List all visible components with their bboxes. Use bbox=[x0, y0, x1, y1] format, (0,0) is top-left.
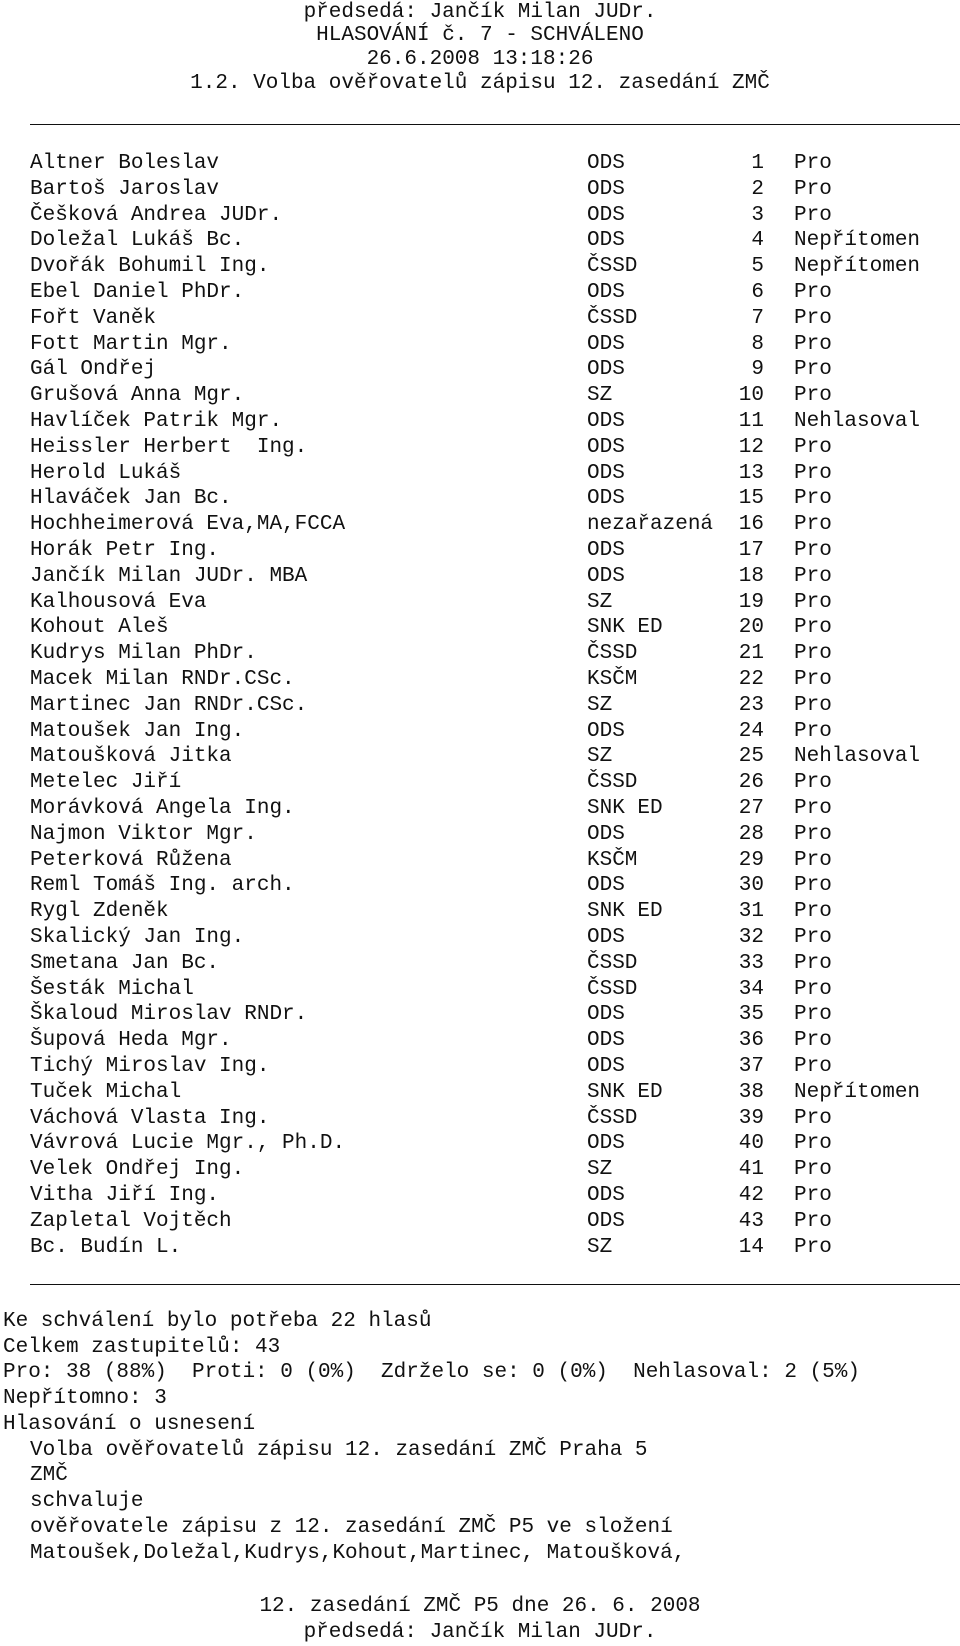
table-row bbox=[0, 383, 960, 409]
table-row bbox=[0, 977, 960, 1003]
table-row bbox=[0, 280, 960, 306]
table-row bbox=[0, 357, 960, 383]
vote-value: Pro bbox=[794, 177, 832, 201]
member-name: Škaloud Miroslav RNDr. bbox=[30, 1003, 308, 1027]
member-name: Češková Andrea JUDr. bbox=[30, 203, 283, 227]
member-number: 5 bbox=[751, 255, 764, 279]
member-number: 10 bbox=[738, 384, 764, 408]
member-name: Šesták Michal bbox=[30, 977, 194, 1001]
member-number: 26 bbox=[738, 771, 764, 795]
party-name: KSČM bbox=[587, 668, 638, 691]
vote-value: Pro bbox=[794, 668, 832, 691]
member-number: 2 bbox=[751, 177, 764, 201]
party-name: ODS bbox=[587, 461, 625, 485]
party-name: SZ bbox=[587, 590, 613, 614]
member-name: Tuček Michal bbox=[30, 1080, 182, 1104]
table-row bbox=[0, 1080, 960, 1106]
member-number: 24 bbox=[738, 719, 764, 743]
member-number: 19 bbox=[738, 590, 764, 614]
table-row bbox=[0, 899, 960, 925]
member-number: 1 bbox=[751, 152, 764, 175]
member-number: 4 bbox=[751, 229, 764, 253]
table-row bbox=[0, 744, 960, 770]
header-agenda-item: 1.2. Volba ověřovatelů zápisu 12. zasedání ZMČ bbox=[190, 72, 770, 95]
vote-value: Pro bbox=[794, 1029, 832, 1053]
table-row bbox=[0, 254, 960, 280]
vote-value: Pro bbox=[794, 332, 832, 356]
table-row bbox=[0, 590, 960, 616]
member-name: Altner Boleslav bbox=[30, 152, 220, 175]
member-number: 30 bbox=[738, 874, 764, 898]
table-row bbox=[0, 1235, 960, 1261]
member-name: Martinec Jan RNDr.CSc. bbox=[30, 693, 308, 717]
table-row bbox=[0, 951, 960, 977]
party-name: ČSSD bbox=[587, 642, 638, 666]
party-name: ODS bbox=[587, 1184, 625, 1207]
vote-value: Pro bbox=[794, 306, 832, 330]
member-number: 18 bbox=[738, 564, 764, 588]
member-number: 25 bbox=[738, 745, 764, 769]
party-name: ČSSD bbox=[587, 951, 638, 975]
party-name: ODS bbox=[587, 410, 625, 433]
table-row bbox=[0, 564, 960, 590]
vote-value: Pro bbox=[794, 900, 832, 924]
vote-value: Pro bbox=[794, 513, 832, 537]
member-number: 29 bbox=[738, 848, 764, 872]
party-name: ODS bbox=[587, 1209, 625, 1233]
table-row bbox=[0, 435, 960, 461]
member-number: 22 bbox=[738, 668, 764, 691]
table-row bbox=[0, 1131, 960, 1157]
footer-session: 12. zasedání ZMČ P5 dne 26. 6. 2008 bbox=[259, 1595, 701, 1618]
member-number: 42 bbox=[738, 1184, 764, 1207]
member-number: 11 bbox=[738, 410, 764, 433]
member-name: Tichý Miroslav Ing. bbox=[30, 1055, 270, 1078]
table-row bbox=[0, 177, 960, 203]
member-name: Grušová Anna Mgr. bbox=[30, 384, 245, 408]
party-name: ODS bbox=[587, 1055, 625, 1078]
vote-value: Pro bbox=[794, 461, 832, 485]
vote-value: Pro bbox=[794, 1235, 832, 1259]
member-number: 39 bbox=[738, 1106, 764, 1130]
table-row bbox=[0, 151, 960, 177]
member-name: Dvořák Bohumil Ing. bbox=[30, 255, 270, 279]
party-name: ODS bbox=[587, 332, 625, 356]
member-name: Vitha Jiří Ing. bbox=[30, 1184, 220, 1207]
bottom-divider bbox=[30, 1284, 960, 1285]
vote-value: Pro bbox=[794, 1055, 832, 1078]
party-name: ODS bbox=[587, 435, 625, 459]
member-number: 3 bbox=[751, 203, 764, 227]
member-name: Fořt Vaněk bbox=[30, 306, 157, 330]
required-votes: Ke schválení bylo potřeba 22 hlasů bbox=[3, 1310, 432, 1333]
table-row bbox=[0, 925, 960, 951]
member-number: 6 bbox=[751, 281, 764, 304]
vote-value: Nehlasoval bbox=[794, 410, 921, 433]
member-number: 36 bbox=[738, 1029, 764, 1053]
vote-value: Pro bbox=[794, 616, 832, 640]
member-name: Zapletal Vojtěch bbox=[30, 1209, 232, 1233]
header-chair: předsedá: Jančík Milan JUDr. bbox=[303, 1, 657, 24]
party-name: ODS bbox=[587, 1003, 625, 1027]
vote-value: Pro bbox=[794, 1003, 832, 1027]
party-name: ČSSD bbox=[587, 1106, 638, 1130]
member-name: Metelec Jiří bbox=[30, 771, 182, 795]
member-name: Horák Petr Ing. bbox=[30, 539, 220, 562]
member-name: Herold Lukáš bbox=[30, 461, 182, 485]
table-row bbox=[0, 306, 960, 332]
member-number: 35 bbox=[738, 1003, 764, 1027]
member-number: 34 bbox=[738, 977, 764, 1001]
party-name: ČSSD bbox=[587, 771, 638, 795]
vote-value: Pro bbox=[794, 926, 832, 949]
member-number: 43 bbox=[738, 1209, 764, 1233]
table-row bbox=[0, 1106, 960, 1132]
member-number: 17 bbox=[738, 539, 764, 562]
member-number: 37 bbox=[738, 1055, 764, 1078]
member-name: Fott Martin Mgr. bbox=[30, 332, 232, 356]
table-row bbox=[0, 461, 960, 487]
party-name: ODS bbox=[587, 926, 625, 949]
vote-value: Pro bbox=[794, 719, 832, 743]
table-row bbox=[0, 332, 960, 358]
member-name: Najmon Viktor Mgr. bbox=[30, 822, 257, 846]
member-name: Šupová Heda Mgr. bbox=[30, 1029, 232, 1053]
party-name: ODS bbox=[587, 203, 625, 227]
member-name: Matoušek Jan Ing. bbox=[30, 719, 245, 743]
member-name: Matoušková Jitka bbox=[30, 745, 232, 769]
table-row bbox=[0, 228, 960, 254]
party-name: ODS bbox=[587, 1029, 625, 1053]
vote-value: Pro bbox=[794, 642, 832, 666]
table-row bbox=[0, 615, 960, 641]
party-name: SNK ED bbox=[587, 616, 663, 640]
member-name: Havlíček Patrik Mgr. bbox=[30, 410, 283, 433]
party-name: SNK ED bbox=[587, 1080, 663, 1104]
member-name: Velek Ondřej Ing. bbox=[30, 1158, 245, 1182]
table-row bbox=[0, 796, 960, 822]
vote-value: Nepřítomen bbox=[794, 1080, 921, 1104]
resolution-line: Matoušek,Doležal,Kudrys,Kohout,Martinec, Matoušková, bbox=[30, 1542, 686, 1565]
member-number: 32 bbox=[738, 926, 764, 949]
vote-value: Pro bbox=[794, 1184, 832, 1207]
member-name: Hochheimerová Eva,MA,FCCA bbox=[30, 513, 346, 537]
vote-value: Pro bbox=[794, 1209, 832, 1233]
vote-value: Pro bbox=[794, 539, 832, 562]
vote-value: Pro bbox=[794, 1132, 832, 1156]
party-name: SNK ED bbox=[587, 797, 663, 820]
table-row bbox=[0, 1054, 960, 1080]
member-number: 23 bbox=[738, 693, 764, 717]
member-number: 38 bbox=[738, 1080, 764, 1104]
table-row bbox=[0, 203, 960, 229]
table-row bbox=[0, 641, 960, 667]
vote-value: Pro bbox=[794, 435, 832, 459]
resolution-line: ověřovatele zápisu z 12. zasedání ZMČ P5 ve složení bbox=[30, 1516, 673, 1539]
table-row bbox=[0, 1209, 960, 1235]
party-name: SNK ED bbox=[587, 900, 663, 924]
member-number: 41 bbox=[738, 1158, 764, 1182]
table-row bbox=[0, 848, 960, 874]
resolution-line: Volba ověřovatelů zápisu 12. zasedání ZMČ Praha 5 bbox=[30, 1439, 648, 1462]
vote-value: Pro bbox=[794, 848, 832, 872]
vote-value: Pro bbox=[794, 1106, 832, 1130]
member-number: 27 bbox=[738, 797, 764, 820]
member-name: Bartoš Jaroslav bbox=[30, 177, 220, 201]
vote-value: Pro bbox=[794, 203, 832, 227]
party-name: ODS bbox=[587, 177, 625, 201]
party-name: ODS bbox=[587, 487, 625, 511]
header-datetime: 26.6.2008 13:18:26 bbox=[366, 48, 594, 71]
party-name: ČSSD bbox=[587, 255, 638, 279]
party-name: ODS bbox=[587, 229, 625, 253]
member-name: Gál Ondřej bbox=[30, 358, 157, 382]
table-row bbox=[0, 1028, 960, 1054]
member-name: Ebel Daniel PhDr. bbox=[30, 281, 245, 304]
member-number: 33 bbox=[738, 951, 764, 975]
member-name: Jančík Milan JUDr. MBA bbox=[30, 564, 308, 588]
member-number: 40 bbox=[738, 1132, 764, 1156]
table-row bbox=[0, 409, 960, 435]
member-number: 15 bbox=[738, 487, 764, 511]
table-row bbox=[0, 1183, 960, 1209]
member-name: Bc. Budín L. bbox=[30, 1235, 182, 1259]
total-members: Celkem zastupitelů: 43 bbox=[3, 1336, 281, 1359]
member-name: Vávrová Lucie Mgr., Ph.D. bbox=[30, 1132, 346, 1156]
vote-value: Pro bbox=[794, 384, 832, 408]
table-row bbox=[0, 822, 960, 848]
resolution-heading: Hlasování o usnesení bbox=[3, 1413, 256, 1436]
party-name: ODS bbox=[587, 152, 625, 175]
member-number: 12 bbox=[738, 435, 764, 459]
party-name: ODS bbox=[587, 719, 625, 743]
party-name: ODS bbox=[587, 281, 625, 304]
party-name: SZ bbox=[587, 745, 613, 769]
party-name: ODS bbox=[587, 874, 625, 898]
party-name: ODS bbox=[587, 564, 625, 588]
member-name: Rygl Zdeněk bbox=[30, 900, 169, 924]
vote-value: Pro bbox=[794, 977, 832, 1001]
party-name: KSČM bbox=[587, 848, 638, 872]
member-name: Váchová Vlasta Ing. bbox=[30, 1106, 270, 1130]
member-name: Smetana Jan Bc. bbox=[30, 951, 220, 975]
member-number: 7 bbox=[751, 306, 764, 330]
vote-value: Nepřítomen bbox=[794, 229, 921, 253]
member-name: Kohout Aleš bbox=[30, 616, 169, 640]
member-name: Macek Milan RNDr.CSc. bbox=[30, 668, 295, 691]
member-number: 21 bbox=[738, 642, 764, 666]
member-name: Hlaváček Jan Bc. bbox=[30, 487, 232, 511]
member-name: Morávková Angela Ing. bbox=[30, 797, 295, 820]
table-row bbox=[0, 770, 960, 796]
member-name: Doležal Lukáš Bc. bbox=[30, 229, 245, 253]
member-name: Kalhousová Eva bbox=[30, 590, 207, 614]
vote-value: Pro bbox=[794, 358, 832, 382]
table-row bbox=[0, 538, 960, 564]
party-name: nezařazená bbox=[587, 513, 714, 537]
party-name: ODS bbox=[587, 1132, 625, 1156]
member-name: Skalický Jan Ing. bbox=[30, 926, 245, 949]
vote-value: Pro bbox=[794, 951, 832, 975]
party-name: ODS bbox=[587, 539, 625, 562]
vote-value: Pro bbox=[794, 797, 832, 820]
vote-value: Pro bbox=[794, 874, 832, 898]
table-row bbox=[0, 667, 960, 693]
absent-count: Nepřítomno: 3 bbox=[3, 1387, 167, 1410]
footer-chair: předsedá: Jančík Milan JUDr. bbox=[303, 1621, 657, 1644]
table-row bbox=[0, 719, 960, 745]
table-row bbox=[0, 512, 960, 538]
member-name: Peterková Růžena bbox=[30, 848, 232, 872]
vote-value: Nehlasoval bbox=[794, 745, 921, 769]
table-row bbox=[0, 1002, 960, 1028]
vote-value: Pro bbox=[794, 590, 832, 614]
party-name: ODS bbox=[587, 358, 625, 382]
member-name: Heissler Herbert Ing. bbox=[30, 435, 308, 459]
vote-value: Pro bbox=[794, 822, 832, 846]
table-row bbox=[0, 1157, 960, 1183]
vote-value: Pro bbox=[794, 281, 832, 304]
vote-value: Nepřítomen bbox=[794, 255, 921, 279]
resolution-line: schvaluje bbox=[30, 1490, 144, 1513]
party-name: SZ bbox=[587, 1158, 613, 1182]
table-row bbox=[0, 693, 960, 719]
member-number: 14 bbox=[738, 1235, 764, 1259]
member-number: 31 bbox=[738, 900, 764, 924]
member-name: Kudrys Milan PhDr. bbox=[30, 642, 257, 666]
member-name: Reml Tomáš Ing. arch. bbox=[30, 874, 295, 898]
vote-results: Pro: 38 (88%) Proti: 0 (0%) Zdrželo se: 0 (0%) Nehlasoval: 2 (5%) bbox=[3, 1361, 860, 1384]
vote-value: Pro bbox=[794, 771, 832, 795]
party-name: SZ bbox=[587, 384, 613, 408]
resolution-line: ZMČ bbox=[30, 1464, 68, 1487]
party-name: ČSSD bbox=[587, 306, 638, 330]
member-number: 28 bbox=[738, 822, 764, 846]
vote-value: Pro bbox=[794, 1158, 832, 1182]
member-number: 8 bbox=[751, 332, 764, 356]
party-name: SZ bbox=[587, 693, 613, 717]
member-number: 16 bbox=[738, 513, 764, 537]
party-name: ODS bbox=[587, 822, 625, 846]
table-row bbox=[0, 486, 960, 512]
vote-value: Pro bbox=[794, 564, 832, 588]
member-number: 20 bbox=[738, 616, 764, 640]
header-vote-title: HLASOVÁNÍ č. 7 - SCHVÁLENO bbox=[316, 24, 644, 47]
member-number: 9 bbox=[751, 358, 764, 382]
vote-value: Pro bbox=[794, 152, 832, 175]
vote-value: Pro bbox=[794, 693, 832, 717]
vote-value: Pro bbox=[794, 487, 832, 511]
top-divider bbox=[30, 124, 960, 125]
table-row bbox=[0, 873, 960, 899]
member-number: 13 bbox=[738, 461, 764, 485]
party-name: ČSSD bbox=[587, 977, 638, 1001]
party-name: SZ bbox=[587, 1235, 613, 1259]
